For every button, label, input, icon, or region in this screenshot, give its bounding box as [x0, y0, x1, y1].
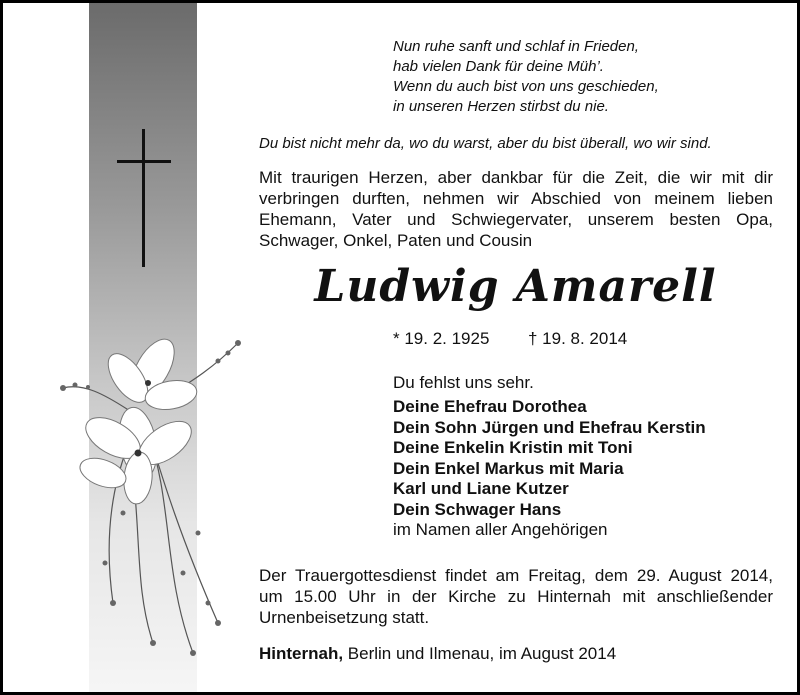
service-text — [259, 565, 773, 628]
poem-line: in unseren Herzen stirbst du nie. — [393, 98, 609, 115]
deceased-name: Ludwig Amarell — [314, 261, 717, 312]
missed-text: Du fehlst uns sehr. — [393, 373, 534, 392]
intro-text — [259, 167, 773, 251]
death-date: † 19. 8. 2014 — [528, 329, 628, 348]
mourners-list — [393, 397, 706, 541]
mourner: Dein Enkel Markus mit Maria — [393, 458, 624, 478]
mourner: Dein Schwager Hans — [393, 499, 562, 519]
intro-line: Schwager, Onkel, Paten und Cousin — [259, 231, 533, 250]
place-rest: Berlin und Ilmenau, im August 2014 — [343, 644, 617, 663]
mourner: Deine Ehefrau Dorothea — [393, 397, 587, 416]
place-bold: Hinternah, — [259, 644, 344, 663]
mourner: Karl und Liane Kutzer — [393, 479, 569, 498]
intro-line: Mit traurigen Herzen, aber dankbar für die Zeit, die wir mit dir — [259, 168, 773, 187]
poem — [393, 37, 659, 117]
cross-icon-bar — [117, 160, 171, 163]
on-behalf-text: im Namen aller Angehörigen — [393, 520, 608, 539]
poem-line: hab vielen Dank für deine Müh’. — [393, 58, 604, 75]
service-line: um 15.00 Uhr in der Kirche zu Hinternah mit anschließender — [259, 587, 773, 606]
mourner: Deine Enkelin Kristin mit Toni — [393, 438, 633, 457]
poem-line: Wenn du auch bist von uns geschieden, — [393, 78, 659, 95]
intro-line: Ehemann, Vater und Schwiegervater, unserem besten Opa, — [259, 210, 773, 229]
poem-line: Nun ruhe sanft und schlaf in Frieden, — [393, 38, 639, 55]
intro-line: verbringen durften, nehmen wir Abschied von meinem lieben — [259, 189, 773, 208]
cross-icon — [142, 129, 145, 267]
service-line: Urnenbeisetzung statt. — [259, 608, 430, 627]
place-date-line — [259, 644, 616, 664]
mourner: Dein Sohn Jürgen und Ehefrau Kerstin — [393, 417, 706, 437]
birth-date: * 19. 2. 1925 — [393, 329, 490, 348]
service-line: Der Trauergottesdienst findet am Freitag, dem 29. August 2014, — [259, 566, 773, 585]
flower-bouquet-icon — [43, 303, 258, 663]
quote: Du bist nicht mehr da, wo du warst, aber du bist überall, wo wir sind. — [259, 135, 712, 152]
